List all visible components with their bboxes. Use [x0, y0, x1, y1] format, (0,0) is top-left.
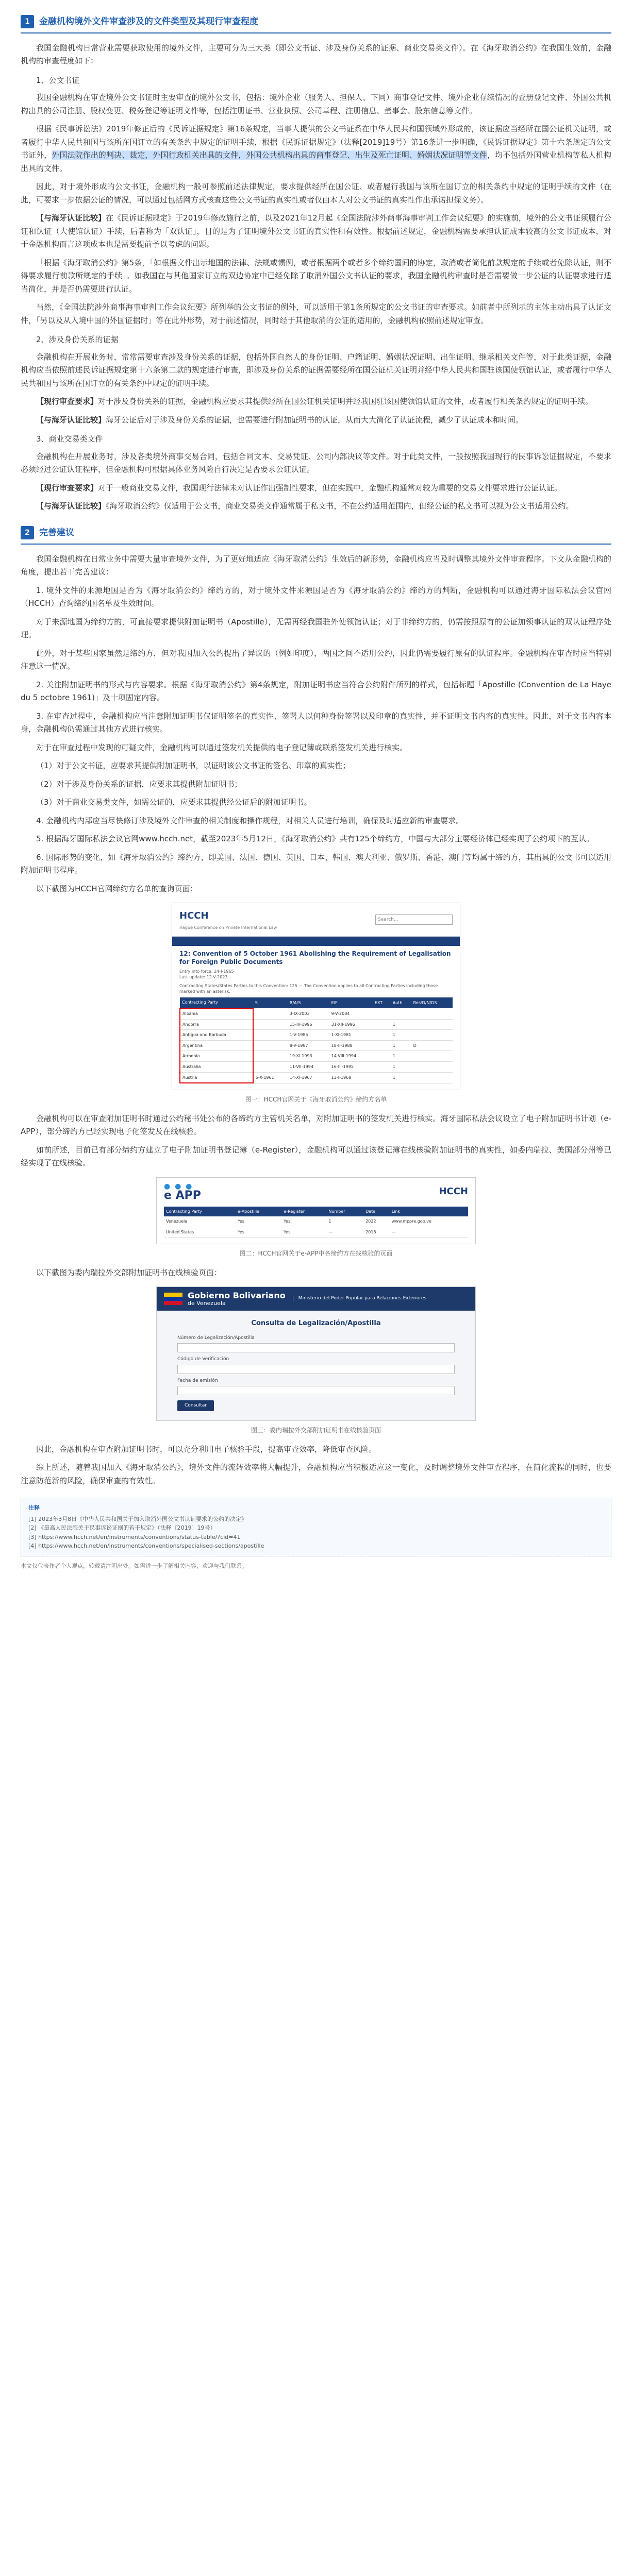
field-label: Código de Verificación [177, 1357, 229, 1362]
table-cell: Yes [281, 1227, 326, 1238]
figure2-caption: 图二：HCCH官网关于e-APP中各缔约方在线核验的页面 [239, 1250, 393, 1258]
entry-into-force: Entry into force: 24-I-1965 [179, 969, 234, 974]
table-cell: www.mppre.gob.ve [390, 1216, 468, 1227]
venezuela-screenshot [156, 1286, 476, 1421]
paragraph: 对于在审查过程中发现的可疑文件，金融机构可以通过签发机关提供的电子登记簿或联系签发机关进行核实。 [36, 742, 408, 752]
table-row [180, 1051, 453, 1062]
table-cell [411, 1019, 453, 1030]
table-cell: 15-IV-1996 [288, 1019, 329, 1030]
column-header: Date [363, 1207, 390, 1217]
eapp-header [157, 1178, 475, 1207]
case-label: 【现行审查要求】 [36, 397, 98, 406]
table-cell: 1 [391, 1072, 411, 1083]
column-header: Auth [391, 997, 411, 1008]
table-cell: 3-IX-2003 [288, 1008, 329, 1019]
table-row [180, 1008, 453, 1019]
paragraph: 金融机构可以在审查附加证明书时通过公约秘书处公布的各缔约方主管机关名单，对附加证明书的签发机关进行核实。海牙国际私法会议设立了电子附加证明书计划（e-APP），部分缔约方已经实现电子化签发及在线核验。 [21, 1113, 611, 1137]
table-cell: Yes [281, 1216, 326, 1227]
verification-code-input[interactable] [177, 1365, 455, 1374]
table-cell: 1 [391, 1040, 411, 1051]
paragraph: 如前所述，目前已有部分缔约方建立了电子附加证明书登记簿（e-Register），金融机构可以通过该登记簿在线核验附加证明书的真实性，如委内瑞拉、美国部分州等已经实现了在线核验。 [21, 1145, 611, 1168]
table-cell: — [326, 1227, 363, 1238]
last-update: Last update: 12-V-2023 [179, 974, 228, 979]
section1-intro: 我国金融机构日常营业需要获取使用的境外文件，主要可分为三大类（即公文书证、涉及身份关系的证据、商业交易类文件）。在《海牙取消公约》在我国生效前，金融机构的审查程度如下： [21, 43, 611, 66]
table-cell [253, 1061, 288, 1072]
hcch-logo: HCCH [439, 1186, 468, 1197]
subhead-commercial: 3、商业交易类文件 [36, 434, 103, 444]
list-item: （2）对于涉及身份关系的证据，应要求其提供附加证明书； [36, 779, 242, 789]
field-label: Número de Legalización/Apostilla [177, 1335, 255, 1341]
paragraph: 此外，对于某些国家虽然是缔约方，但对我国加入公约提出了异议的（例如印度），两国之间不适用公约，因此仍需要履行原有的认证程序。金融机构在审查时应当特别注意这一情况。 [21, 648, 611, 671]
notes-box [21, 1498, 611, 1556]
table-cell [373, 1040, 391, 1051]
table-cell [253, 1051, 288, 1062]
party-cell[interactable]: Australia [180, 1061, 253, 1072]
section2-title: 完善建议 [39, 527, 74, 538]
figure3-caption: 图三：委内瑞拉外交部附加证明书在线核验页面 [251, 1427, 381, 1434]
venezuela-header [157, 1287, 475, 1311]
case-label: 【与海牙认证比较】 [36, 415, 106, 425]
convention-title: 12: Convention of 5 October 1961 Abolishing the Requirement of Legalisation for Foreign Public Documents [179, 950, 451, 966]
highlighted-text: 外国法院作出的判决、裁定，外国行政机关出具的文件，外国公共机构出具的商事登记、出生及死亡证明、婚姻状况证明等文件 [52, 150, 487, 160]
paragraph: 以下截图为HCCH官网缔约方名单的查询页面： [36, 884, 198, 893]
paragraph: 我国金融机构在审查境外公文书证时主要审查的境外公文书，包括：境外企业（服务人、担保人、下同）商事登记文件、境外企业存续情况的查册登记文件、外国公共机构出具的公司注册、股权变更、税务登记等证明文件等，包括注册证书、营业执照、公司章程、注册信息、董事会、股东信息等文件。 [21, 93, 611, 115]
table-cell [411, 1030, 453, 1041]
column-header: EXT [373, 997, 391, 1008]
subhead-identity: 2、涉及身份关系的证据 [36, 335, 119, 345]
case-label: 【与海牙认证比较】 [36, 213, 106, 223]
venezuela-flag-icon [164, 1293, 182, 1305]
table-row [164, 1227, 468, 1238]
table-cell [253, 1008, 288, 1019]
table-cell [411, 1051, 453, 1062]
status-note: Contracting States/States Parties to this Convention: 125 — The Convention applies to all Contracting Parties including those marked with an asterisk. [179, 984, 438, 994]
table-cell: 1-V-1985 [288, 1030, 329, 1041]
status-table [179, 997, 453, 1083]
case-text: 对于一般商业交易文件，我国现行法律未对认证作出强制性要求，但在实践中，金融机构通常对较为重要的交易文件要求进行公证认证。 [98, 483, 562, 493]
party-cell[interactable]: Antigua and Barbuda [180, 1030, 253, 1041]
column-header: e-Apostille [236, 1207, 281, 1217]
case-text: 海牙公证后对于涉及身份关系的证据，也需要进行附加证明书的认证，从而大大简化了认证流程，减少了认证成本和时间。 [106, 415, 524, 425]
table-cell: Yes [236, 1216, 281, 1227]
hcch-nav-bar [172, 937, 460, 946]
paragraph: 3. 在审查过程中，金融机构应当注意附加证明书仅证明签名的真实性、签署人以何种身份签署以及印章的真实性，并不证明文书内容的真实性。因此，对于文书内容本身，金融机构仍需通过其他方式进行核实。 [21, 711, 611, 734]
notes-title: 注释 [28, 1504, 40, 1512]
column-header: Contracting Party [180, 997, 253, 1008]
table-cell [411, 1072, 453, 1083]
case-text: 《海牙取消公约》仅适用于公文书，商业交易类文件通常属于私文书，不在公约适用范围内，但经公证的私文书可以视为公文书适用公约。 [106, 501, 574, 511]
section2-number: 2 [21, 526, 34, 539]
table-cell [411, 1061, 453, 1072]
table-cell: 8-V-1987 [288, 1040, 329, 1051]
table-cell: 18-II-1988 [329, 1040, 373, 1051]
table-row [180, 1072, 453, 1083]
paragraph: 对于来源地国为缔约方的，可直接要求提供附加证明书（Apostille），无需再经我国驻外使领馆认证；对于非缔约方的，仍需按照原有的公证加领事认证的双认证程序处理。 [21, 617, 611, 640]
paragraph-highlight [21, 123, 611, 175]
footer-disclaimer: 本文仅代表作者个人观点，转载请注明出处。如需进一步了解相关内容，欢迎与我们联系。 [21, 1563, 247, 1570]
table-cell: 19-XI-1993 [288, 1051, 329, 1062]
list-item: （3）对于商业交易类文件，如需公证的，应要求其提供经公证后的附加证明书。 [36, 798, 312, 807]
search-input[interactable]: Search... [375, 914, 453, 925]
eapp-logo: ● ● ● e APP [164, 1182, 201, 1202]
case-label: 【与海牙认证比较】 [36, 501, 106, 511]
case-paragraph [21, 500, 611, 513]
column-header: Res/D/N/DS [411, 997, 453, 1008]
table-cell: 13-I-1968 [329, 1072, 373, 1083]
consult-button[interactable]: Consultar [177, 1400, 214, 1411]
paragraph: 1. 境外文件的来源地国是否为《海牙取消公约》缔约方的，对于境外文件来源国是否为《海牙取消公约》缔约方的判断，金融机构可以通过海牙国际私法会议官网（HCCH）查询缔约国名单及生效时间。 [21, 585, 611, 608]
paragraph: 当然，《全国法院涉外商事海事审判工作会议纪要》所列举的公文书证的例外，可以适用于第1条所规定的公文书证的审查要求。如前者中所列示的主体主动出具了认证文件，「另以及从入境中国的外国证据时」等在此外形势，对于前述情况，同时经于其他取消的公证的适用的，金融机构依照前述规定审查。 [21, 302, 611, 325]
table-row [180, 1040, 453, 1051]
party-cell[interactable]: Armenia [180, 1051, 253, 1062]
note-item: [2] 《最高人民法院关于民事诉讼证据的若干规定》（法释〔2019〕19号） [28, 1524, 216, 1532]
paragraph: 我国金融机构在日常业务中需要大量审查境外文件，为了更好地适应《海牙取消公约》生效后的新形势，金融机构应当及时调整其境外文件审查程序。下文从金融机构的角度，提出若干完善建议： [21, 554, 611, 577]
case-text: 在《民诉证据规定》于2019年修改施行之前，以及2021年12月起《全国法院涉外商事海事审判工作会议纪要》的实施前，境外的公文书证须履行公证和认证（大使馆认证）手续，后者称为「双认证」，目的是为了证明境外公文书证的真实性和有效性。根据前述规定，金融机构需要承担认证成本较高的公文书证成本，对于金融机构而言这项成本也是需要提前予以考虑的问题。 [21, 213, 611, 249]
table-cell [253, 1030, 288, 1041]
table-cell: 9-V-2004 [329, 1008, 373, 1019]
party-cell[interactable]: United States [164, 1227, 236, 1238]
table-row [180, 1030, 453, 1041]
note-item: [1] 2023年3月8日《中华人民共和国关于加入取消外国公文书认证要求的公约的决定》 [28, 1515, 247, 1522]
section1-number: 1 [21, 15, 34, 28]
table-cell: 1 [391, 1030, 411, 1041]
subhead-public-docs: 1、公文书证 [36, 75, 80, 85]
table-cell [373, 1019, 391, 1030]
column-header: e-Register [281, 1207, 326, 1217]
table-cell: 1-XI-1981 [329, 1030, 373, 1041]
paragraph: 5. 根据海牙国际私法会议官网www.hcch.net，截至2023年5月12日，《海牙取消公约》共有125个缔约方，中国与大部分主要经济体已经实现了公约项下的互认。 [36, 834, 594, 844]
column-header: S [253, 997, 288, 1008]
table-cell [373, 1061, 391, 1072]
issue-date-input[interactable] [177, 1386, 455, 1395]
table-cell [253, 1019, 288, 1030]
party-cell[interactable]: Venezuela [164, 1216, 236, 1227]
table-cell: 2022 [363, 1216, 390, 1227]
party-cell[interactable]: Andorra [180, 1019, 253, 1030]
section1-header [21, 14, 611, 33]
table-cell: 14-XI-1967 [288, 1072, 329, 1083]
note-item[interactable]: [4] https://www.hcch.net/en/instruments/conventions/specialised-sections/apostille [28, 1543, 264, 1550]
section2-header [21, 526, 611, 545]
table-row [164, 1216, 468, 1227]
paragraph: 以下截图为委内瑞拉外交部附加证明书在线核验页面： [36, 1267, 222, 1277]
table-row [180, 1019, 453, 1030]
column-header: Number [326, 1207, 363, 1217]
form-title: Consulta de Legalización/Apostilla [251, 1319, 381, 1327]
table-cell: 1 [391, 1051, 411, 1062]
table-cell [411, 1008, 453, 1019]
paragraph: 因此，对于境外形成的公文书证，金融机构一般可参照前述法律规定，要求提供经所在国公证、或者履行我国与该所在国订立的相关条约中规定的证明手续的文件（在此，可要求一步依据公证的情况，可以通过包括网方式核查这些公文书证的真实性或者仅由本人对公文书证的真实性作出承诺担保义务）。 [21, 182, 611, 205]
paragraph: 金融机构在开展业务时，常常需要审查涉及身份关系的证据，包括外国自然人的身份证明、户籍证明、婚姻状况证明、出生证明、继承相关文件等，对于此类证据，金融机构应当依照前述民诉证据规定第十六条第二款的规定进行审查，即涉及身份关系的证据需要经所在国公证机关证明并经中华人民共和国驻该国使领馆认证，或者履行中华人民共和国与该所在国订立的有关条约中规定的证明手续。 [21, 352, 611, 388]
section1-title: 金融机构境外文件审查涉及的文件类型及其现行审查程度 [39, 16, 258, 27]
column-header: R/A/S [288, 997, 329, 1008]
paragraph: 4. 金融机构内部应当尽快修订涉及境外文件审查的相关制度和操作规程，对相关人员进行培训，确保及时适应新的审查要求。 [36, 816, 464, 825]
table-cell [373, 1030, 391, 1041]
table-cell: D [411, 1040, 453, 1051]
table-cell: — [390, 1227, 468, 1238]
paragraph: 2. 关注附加证明书的形式与内容要求。根据《海牙取消公约》第4条规定，附加证明书应当符合公约附件所列的样式，包括标题「Apostille (Convention de La Haye du 5 octobre 1961)」及十项固定内容。 [21, 680, 611, 703]
government-name: Gobierno Bolivariano de Venezuela [188, 1291, 286, 1307]
column-header: Contracting Party [164, 1207, 236, 1217]
party-cell[interactable]: Argentina [180, 1040, 253, 1051]
verification-form [157, 1311, 475, 1420]
figure1-caption: 图一：HCCH官网关于《海牙取消公约》缔约方名单 [245, 1096, 387, 1104]
table-row [180, 1061, 453, 1072]
hcch-status-screenshot [172, 903, 460, 1090]
table-cell: 31-XII-1996 [329, 1019, 373, 1030]
case-paragraph [21, 395, 611, 409]
paragraph: 「根据《海牙取消公约》第5条，「如根据文件出示地国的法律、法规或惯例，或者根据两个或者多个缔约国间的协定，取消或者简化前款规定的手续或者免除认证，则不得要求履行前款所规定的手续」。如我国在与其他国家订立的双边协定中已经免除了取消外国公文书认证的要求，我国金融机构审查时是否需要做一步公证的认证要求进行适当简化，并是否仍需要进行认证。 [21, 258, 611, 294]
paragraph: 因此，金融机构在审查附加证明书时，可以充分利用电子核验手段，提高审查效率，降低审查风险。 [36, 1444, 377, 1454]
apostille-number-input[interactable] [177, 1343, 455, 1352]
table-cell [373, 1008, 391, 1019]
note-item[interactable]: [3] https://www.hcch.net/en/instruments/conventions/status-table/?cid=41 [28, 1533, 241, 1540]
paragraph: 6. 国际形势的变化，如《海牙取消公约》缔约方，即美国、法国、德国、英国、日本、韩国、澳大利亚、俄罗斯、香港、澳门等均属于缔约方，其出具的公文书可以适用附加证明书程序。 [21, 852, 611, 875]
case-text: 对于涉及身份关系的证据，金融机构应要求其提供经所在国公证机关证明并经我国驻该国使领馆认证的文件，或者履行相关条约规定的证明手续。 [98, 397, 593, 406]
table-cell: 16-III-1995 [329, 1061, 373, 1072]
text: 根据《民事诉讼法》2019年修正后的《民诉证据规定》第16条规定，当事人提供的公文书证系在中华人民共和国领域外形成的，该证据应当经所在国公证机关证明，或者履行中华人民共和国与该所在国订立的有关条约中规定的证明手续，根据《民诉证据规定》（法释[2019]19号）第16条进一步明确，《民诉证据规定》第十六条规定的公文书证外， [21, 124, 611, 160]
ministry-name: Ministerio del Poder Popular para Relaciones Exteriores [293, 1296, 426, 1302]
table-cell: 5-X-1961 [253, 1072, 288, 1083]
paragraph: 综上所述，随着我国加入《海牙取消公约》，境外文件的流转效率将大幅提升，金融机构应当积极适应这一变化，及时调整境外文件审查程序，在简化流程的同时，也要注意防范新的风险，确保审查的有效性。 [21, 1463, 611, 1485]
table-cell: 1 [391, 1019, 411, 1030]
hcch-logo: HCCH Hague Conference on Private International Law [179, 908, 277, 931]
table-cell [373, 1051, 391, 1062]
list-item: （1）对于公文书证，应要求其提供附加证明书，以证明该公文书证的签名、印章的真实性； [36, 761, 351, 771]
column-header: Link [390, 1207, 468, 1217]
field-label: Fecha de emisión [177, 1378, 218, 1383]
table-cell [373, 1072, 391, 1083]
party-cell[interactable]: Austria [180, 1072, 253, 1083]
table-cell [391, 1008, 411, 1019]
case-paragraph [21, 482, 611, 495]
table-cell [253, 1040, 288, 1051]
text: ，均不包括外国营业机构等私人机构出具的文件。 [21, 150, 611, 173]
table-cell: Yes [236, 1227, 281, 1238]
table-cell: 11-VII-1994 [288, 1061, 329, 1072]
party-cell[interactable]: Albania [180, 1008, 253, 1019]
table-cell: 14-VIII-1994 [329, 1051, 373, 1062]
hcch-header [172, 903, 460, 937]
case-paragraph [21, 212, 611, 251]
eapp-table [164, 1207, 468, 1238]
hcch-logo-subtitle: Hague Conference on Private International Law [179, 925, 277, 930]
case-label: 【现行审查要求】 [36, 483, 98, 493]
table-cell: 1 [326, 1216, 363, 1227]
eapp-screenshot [156, 1177, 476, 1245]
table-cell: 2018 [363, 1227, 390, 1238]
case-paragraph [21, 414, 611, 427]
paragraph: 金融机构在开展业务时，涉及各类境外商事交易合同，包括合同文本、交易凭证、公司内部决议等文件。对于此类文件，一般按照我国现行的民事诉讼证据规定，不要求必须经过公证认证程序，但金融机构可根据具体业务风险自行决定是否要求公证认证。 [21, 451, 611, 474]
table-cell: 1 [391, 1061, 411, 1072]
column-header: EIF [329, 997, 373, 1008]
